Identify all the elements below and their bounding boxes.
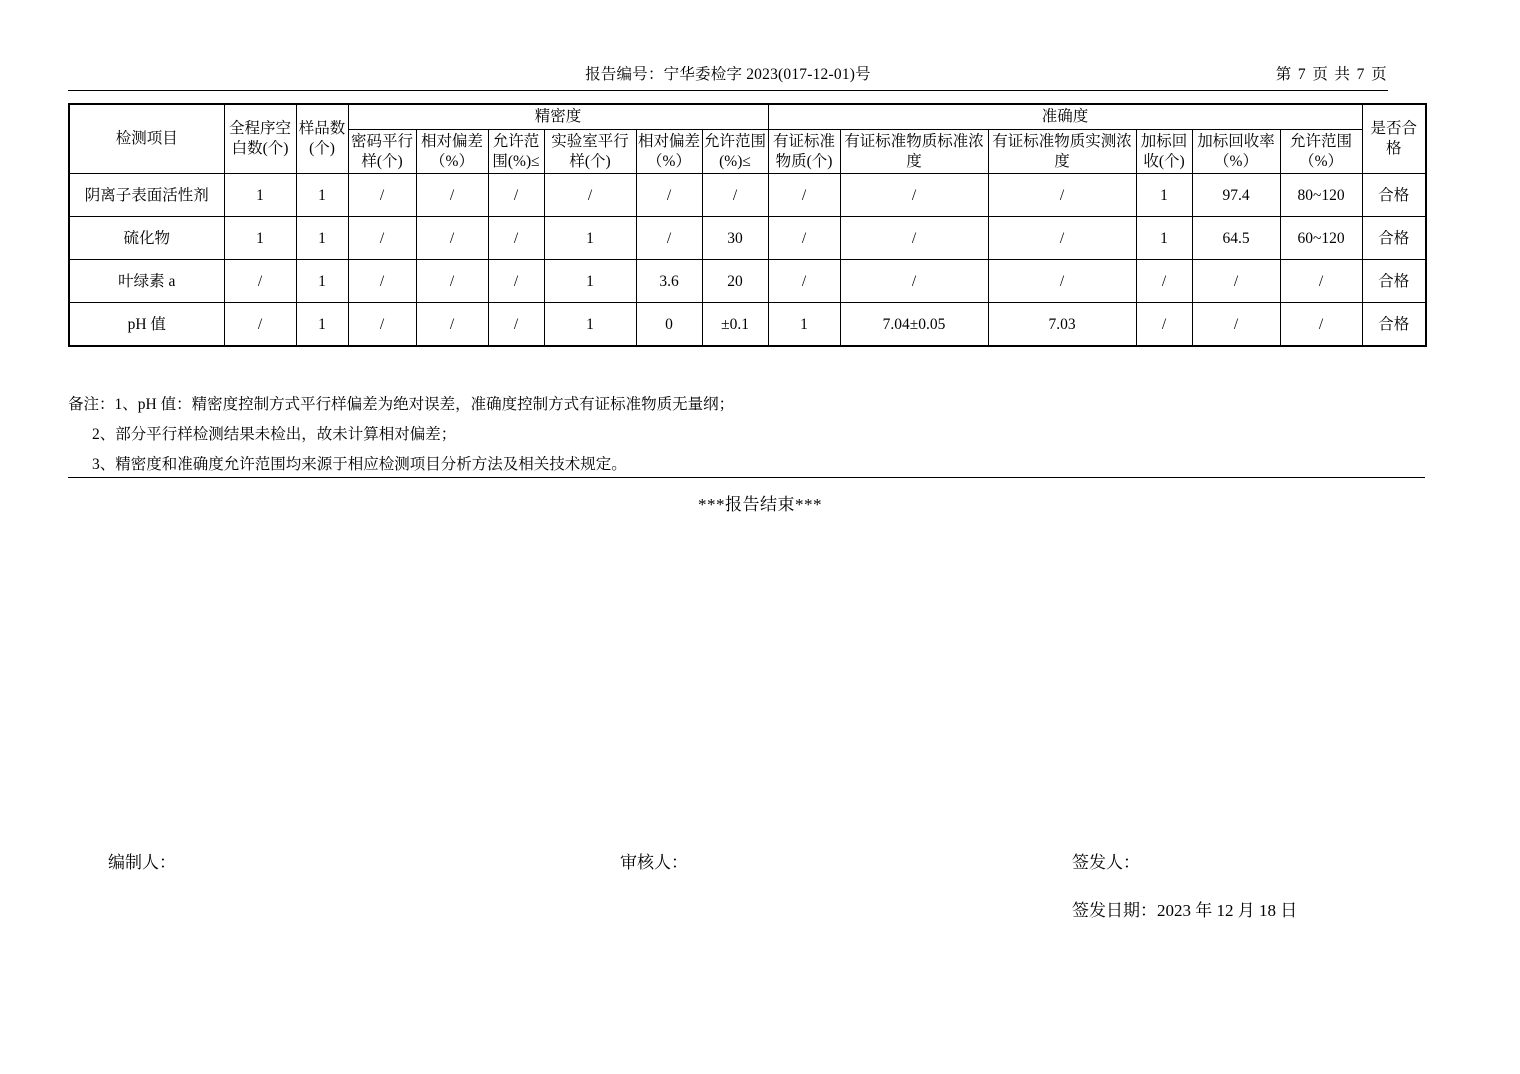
cell-rel-dev-1: / [416, 217, 488, 260]
cell-recovery-rate: / [1192, 303, 1280, 347]
cell-blank-count: / [224, 260, 296, 303]
cell-rel-dev-2: / [636, 174, 702, 217]
note-line-3: 3、精密度和准确度允许范围均来源于相应检测项目分析方法及相关技术规定。 [92, 456, 627, 474]
cell-crm-std-conc: / [840, 260, 988, 303]
qc-table-container [68, 103, 1425, 347]
report-number: 报告编号：宁华委检字 2023(017-12-01)号 [585, 66, 871, 83]
cell-crm-meas-conc: 7.03 [988, 303, 1136, 347]
cell-blank-count: / [224, 303, 296, 347]
preparer-label: 编制人： [108, 853, 176, 872]
cell-rel-dev-2: / [636, 217, 702, 260]
cell-sample-count: 1 [296, 174, 348, 217]
cell-crm-count: / [768, 217, 840, 260]
qc-table [68, 103, 1427, 347]
cell-recovery-rate: / [1192, 260, 1280, 303]
header-qualified: 是否合格 [1362, 104, 1426, 174]
cell-rel-dev-1: / [416, 303, 488, 347]
cell-crm-count: / [768, 174, 840, 217]
header-crm-std-conc: 有证标准物质标准浓度 [840, 129, 988, 174]
cell-code-parallel: / [348, 217, 416, 260]
cell-allow-range-2: 30 [702, 217, 768, 260]
header-code-parallel: 密码平行样(个) [348, 129, 416, 174]
cell-lab-parallel: 1 [544, 217, 636, 260]
cell-sample-count: 1 [296, 303, 348, 347]
signature-block [0, 848, 1520, 968]
cell-sample-count: 1 [296, 217, 348, 260]
issue-date: 签发日期：2023 年 12 月 18 日 [1072, 901, 1298, 920]
cell-recovery-rate: 97.4 [1192, 174, 1280, 217]
table-row [69, 303, 1426, 347]
cell-rel-dev-1: / [416, 260, 488, 303]
cell-allow-range-1: / [488, 260, 544, 303]
cell-allow-range-2: / [702, 174, 768, 217]
cell-spike-count: 1 [1136, 217, 1192, 260]
header-sample-count: 样品数(个) [296, 104, 348, 174]
header-accuracy-group: 准确度 [768, 104, 1362, 129]
cell-allow-range-2: 20 [702, 260, 768, 303]
header-allow-range-3: 允许范围（%） [1280, 129, 1362, 174]
header-lab-parallel: 实验室平行样(个) [544, 129, 636, 174]
page-number: 第 7 页 共 7 页 [1275, 66, 1388, 83]
header-blank-count: 全程序空白数(个) [224, 104, 296, 174]
note-line-2: 2、部分平行样检测结果未检出，故未计算相对偏差； [92, 426, 457, 444]
cell-item: pH 值 [69, 303, 224, 347]
header-crm-meas-conc: 有证标准物质实测浓度 [988, 129, 1136, 174]
cell-lab-parallel: 1 [544, 303, 636, 347]
cell-crm-std-conc: / [840, 217, 988, 260]
cell-item: 硫化物 [69, 217, 224, 260]
cell-rel-dev-2: 0 [636, 303, 702, 347]
cell-spike-count: 1 [1136, 174, 1192, 217]
report-end-mark: ***报告结束*** [698, 495, 822, 514]
cell-rel-dev-2: 3.6 [636, 260, 702, 303]
cell-allow-range-3: 60~120 [1280, 217, 1362, 260]
cell-crm-std-conc: / [840, 174, 988, 217]
cell-code-parallel: / [348, 174, 416, 217]
cell-crm-meas-conc: / [988, 260, 1136, 303]
reviewer-label: 审核人： [620, 853, 688, 872]
header-rel-dev-1: 相对偏差（%） [416, 129, 488, 174]
cell-sample-count: 1 [296, 260, 348, 303]
cell-crm-count: 1 [768, 303, 840, 347]
page-header [68, 60, 1388, 94]
table-row [69, 217, 1426, 260]
header-rel-dev-2: 相对偏差（%） [636, 129, 702, 174]
header-allow-range-1: 允许范围(%)≤ [488, 129, 544, 174]
cell-qualified: 合格 [1362, 260, 1426, 303]
header-allow-range-2: 允许范围(%)≤ [702, 129, 768, 174]
cell-qualified: 合格 [1362, 174, 1426, 217]
cell-crm-meas-conc: / [988, 174, 1136, 217]
cell-allow-range-1: / [488, 174, 544, 217]
cell-spike-count: / [1136, 260, 1192, 303]
cell-crm-meas-conc: / [988, 217, 1136, 260]
header-divider [68, 90, 1388, 91]
note-line-1: 备注：1、pH 值：精密度控制方式平行样偏差为绝对误差，准确度控制方式有证标准物质无量纲； [68, 396, 735, 413]
header-spike-count: 加标回收(个) [1136, 129, 1192, 174]
cell-spike-count: / [1136, 303, 1192, 347]
cell-qualified: 合格 [1362, 303, 1426, 347]
cell-allow-range-1: / [488, 217, 544, 260]
header-precision-group: 精密度 [348, 104, 768, 129]
cell-allow-range-3: 80~120 [1280, 174, 1362, 217]
cell-code-parallel: / [348, 303, 416, 347]
cell-blank-count: 1 [224, 217, 296, 260]
header-crm-count: 有证标准物质(个) [768, 129, 840, 174]
cell-item: 叶绿素 a [69, 260, 224, 303]
cell-allow-range-2: ±0.1 [702, 303, 768, 347]
cell-allow-range-1: / [488, 303, 544, 347]
cell-code-parallel: / [348, 260, 416, 303]
issuer-label: 签发人： [1072, 853, 1140, 872]
cell-lab-parallel: 1 [544, 260, 636, 303]
cell-qualified: 合格 [1362, 217, 1426, 260]
table-row [69, 260, 1426, 303]
cell-crm-std-conc: 7.04±0.05 [840, 303, 988, 347]
cell-lab-parallel: / [544, 174, 636, 217]
cell-allow-range-3: / [1280, 303, 1362, 347]
notes-divider [68, 477, 1425, 478]
cell-rel-dev-1: / [416, 174, 488, 217]
cell-blank-count: 1 [224, 174, 296, 217]
header-item: 检测项目 [69, 104, 224, 174]
cell-recovery-rate: 64.5 [1192, 217, 1280, 260]
cell-item: 阴离子表面活性剂 [69, 174, 224, 217]
table-row [69, 174, 1426, 217]
notes-block [68, 390, 1425, 481]
header-recovery-rate: 加标回收率（%） [1192, 129, 1280, 174]
cell-crm-count: / [768, 260, 840, 303]
cell-allow-range-3: / [1280, 260, 1362, 303]
